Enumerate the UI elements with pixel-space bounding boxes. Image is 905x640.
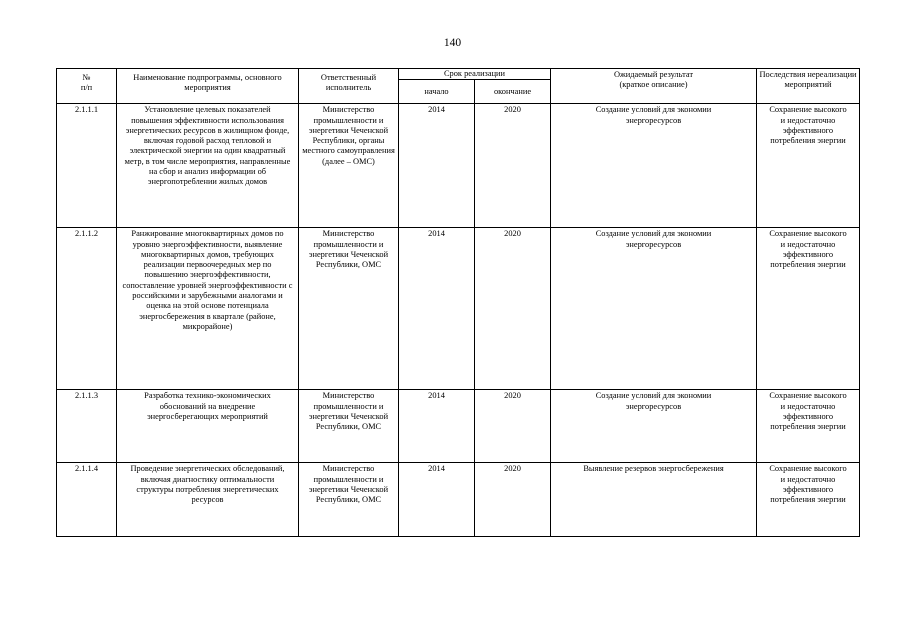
row-name: Установление целевых показателей повышения эффективности использования энергетических ресурсов в жилищном фонде, включая годовой расход тепловой и электрической энергии на один квадратный метр, в том числе мероприятия, направленные на сбор и анализ информации об энергопотреблении жилых домов <box>117 104 299 228</box>
row-end: 2020 <box>475 228 551 390</box>
row-end: 2020 <box>475 390 551 463</box>
header-responsible: Ответственный исполнитель <box>299 69 399 104</box>
row-result: Создание условий для экономии энергоресурсов <box>551 104 757 228</box>
row-responsible: Министерство промышленности и энергетики Чеченской Республики, ОМС <box>299 463 399 537</box>
row-consequences: Сохранение высокого и недостаточно эффективного потребления энергии <box>757 104 860 228</box>
row-start: 2014 <box>399 390 475 463</box>
row-result: Создание условий для экономии энергоресурсов <box>551 390 757 463</box>
row-end: 2020 <box>475 104 551 228</box>
row-responsible: Министерство промышленности и энергетики Чеченской Республики, органы местного самоуправления (далее – ОМС) <box>299 104 399 228</box>
page-number: 140 <box>443 37 462 49</box>
row-start: 2014 <box>399 463 475 537</box>
header-consequences: Последствия нереализации мероприятий <box>757 69 860 104</box>
row-result: Выявление резервов энергосбережения <box>551 463 757 537</box>
row-name: Ранжирование многоквартирных домов по уровню энергоэффективности, выявление многоквартирных домов, требующих реализации первоочередных мер по повышению энергоэффективности, сопоставление уровней энергоэффективности с российскими и зарубежными аналогами и оценка на этой основе потенциала энергосбережения в квартале (районе, микрорайоне) <box>117 228 299 390</box>
row-result: Создание условий для экономии энергоресурсов <box>551 228 757 390</box>
row-num: 2.1.1.3 <box>57 390 117 463</box>
row-start: 2014 <box>399 228 475 390</box>
header-result: Ожидаемый результат (краткое описание) <box>551 69 757 104</box>
table-row <box>57 390 860 463</box>
row-consequences: Сохранение высокого и недостаточно эффективного потребления энергии <box>757 390 860 463</box>
row-responsible: Министерство промышленности и энергетики Чеченской Республики, ОМС <box>299 390 399 463</box>
table-row <box>57 463 860 537</box>
row-end: 2020 <box>475 463 551 537</box>
header-period: Срок реализации <box>399 69 551 80</box>
header-num: № п/п <box>57 69 117 104</box>
row-name: Разработка технико-экономических обоснований на внедрение энергосберегающих мероприятий <box>117 390 299 463</box>
header-start: начало <box>399 80 475 104</box>
table-row <box>57 228 860 390</box>
row-consequences: Сохранение высокого и недостаточно эффективного потребления энергии <box>757 463 860 537</box>
row-name: Проведение энергетических обследований, включая диагностику оптимальности структуры потребления энергетических ресурсов <box>117 463 299 537</box>
table-header <box>57 69 860 104</box>
row-num: 2.1.1.1 <box>57 104 117 228</box>
row-start: 2014 <box>399 104 475 228</box>
row-num: 2.1.1.2 <box>57 228 117 390</box>
row-responsible: Министерство промышленности и энергетики Чеченской Республики, ОМС <box>299 228 399 390</box>
table-row <box>57 104 860 228</box>
row-consequences: Сохранение высокого и недостаточно эффективного потребления энергии <box>757 228 860 390</box>
header-end: окончание <box>475 80 551 104</box>
row-num: 2.1.1.4 <box>57 463 117 537</box>
header-name: Наименование подпрограммы, основного мероприятия <box>117 69 299 104</box>
activities-table <box>56 68 860 537</box>
